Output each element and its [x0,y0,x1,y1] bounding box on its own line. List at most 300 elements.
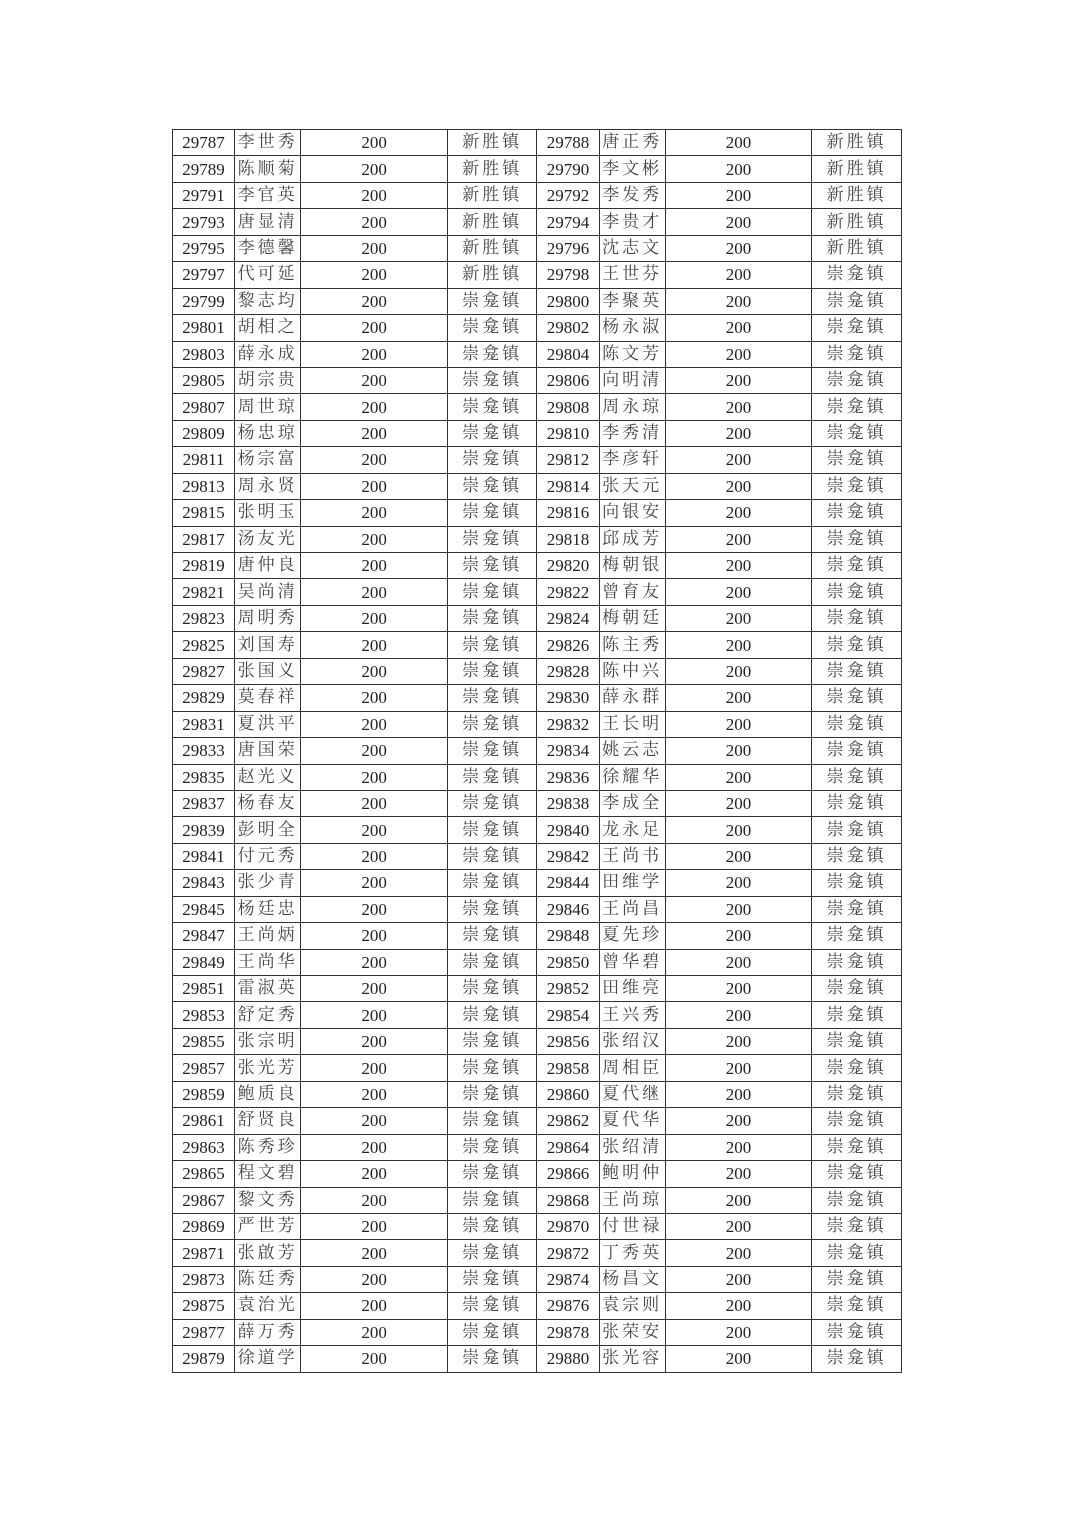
left-town-name-cell: 崇龛镇 [447,1161,537,1187]
left-recipient-name-cell: 刘国寿 [235,632,301,658]
right-amount-cell: 200 [665,156,812,182]
left-amount-cell: 200 [301,896,448,922]
left-recipient-name-cell: 王尚炳 [235,923,301,949]
left-recipient-name-cell: 李德馨 [235,235,301,261]
right-town-name-cell: 崇龛镇 [812,288,902,314]
right-record-number-cell: 29878 [537,1319,599,1345]
right-recipient-name-cell: 夏先珍 [599,923,665,949]
right-record-number-cell: 29844 [537,870,599,896]
left-town-name-cell: 新胜镇 [447,156,537,182]
left-record-number-cell: 29867 [173,1187,235,1213]
right-record-number-cell: 29864 [537,1134,599,1160]
right-recipient-name-cell: 徐耀华 [599,764,665,790]
left-amount-cell: 200 [301,526,448,552]
right-recipient-name-cell: 沈志文 [599,235,665,261]
left-recipient-name-cell: 杨廷忠 [235,896,301,922]
right-recipient-name-cell: 李成全 [599,790,665,816]
left-amount-cell: 200 [301,1240,448,1266]
roster-table [172,129,902,1373]
left-town-name-cell: 崇龛镇 [447,1108,537,1134]
left-amount-cell: 200 [301,1346,448,1372]
right-record-number-cell: 29852 [537,976,599,1002]
right-amount-cell: 200 [665,553,812,579]
right-town-name-cell: 新胜镇 [812,182,902,208]
left-amount-cell: 200 [301,1266,448,1292]
right-amount-cell: 200 [665,130,812,156]
right-record-number-cell: 29788 [537,130,599,156]
table-row [173,790,902,816]
left-amount-cell: 200 [301,632,448,658]
left-amount-cell: 200 [301,209,448,235]
right-town-name-cell: 崇龛镇 [812,367,902,393]
left-recipient-name-cell: 雷淑英 [235,976,301,1002]
right-record-number-cell: 29796 [537,235,599,261]
left-record-number-cell: 29877 [173,1319,235,1345]
left-record-number-cell: 29813 [173,473,235,499]
right-amount-cell: 200 [665,764,812,790]
left-recipient-name-cell: 陈秀珍 [235,1134,301,1160]
right-town-name-cell: 崇龛镇 [812,817,902,843]
right-amount-cell: 200 [665,1240,812,1266]
right-amount-cell: 200 [665,1055,812,1081]
right-recipient-name-cell: 李发秀 [599,182,665,208]
right-amount-cell: 200 [665,288,812,314]
right-record-number-cell: 29798 [537,262,599,288]
right-recipient-name-cell: 袁宗则 [599,1293,665,1319]
right-town-name-cell: 新胜镇 [812,235,902,261]
left-town-name-cell: 崇龛镇 [447,500,537,526]
left-amount-cell: 200 [301,923,448,949]
left-town-name-cell: 崇龛镇 [447,605,537,631]
right-recipient-name-cell: 邱成芳 [599,526,665,552]
right-recipient-name-cell: 王尚琼 [599,1187,665,1213]
right-town-name-cell: 崇龛镇 [812,447,902,473]
left-town-name-cell: 新胜镇 [447,262,537,288]
right-record-number-cell: 29814 [537,473,599,499]
right-town-name-cell: 崇龛镇 [812,896,902,922]
right-town-name-cell: 新胜镇 [812,209,902,235]
left-record-number-cell: 29795 [173,235,235,261]
right-town-name-cell: 新胜镇 [812,156,902,182]
left-record-number-cell: 29797 [173,262,235,288]
left-recipient-name-cell: 夏洪平 [235,711,301,737]
left-town-name-cell: 崇龛镇 [447,1187,537,1213]
right-town-name-cell: 崇龛镇 [812,1187,902,1213]
left-recipient-name-cell: 吴尚清 [235,579,301,605]
left-amount-cell: 200 [301,1134,448,1160]
right-record-number-cell: 29810 [537,420,599,446]
table-row [173,209,902,235]
right-town-name-cell: 崇龛镇 [812,315,902,341]
table-row [173,1161,902,1187]
left-town-name-cell: 崇龛镇 [447,394,537,420]
right-record-number-cell: 29876 [537,1293,599,1319]
left-record-number-cell: 29811 [173,447,235,473]
table-row [173,1346,902,1372]
left-town-name-cell: 崇龛镇 [447,1213,537,1239]
right-recipient-name-cell: 龙永足 [599,817,665,843]
left-recipient-name-cell: 汤友光 [235,526,301,552]
left-record-number-cell: 29803 [173,341,235,367]
right-record-number-cell: 29802 [537,315,599,341]
left-amount-cell: 200 [301,711,448,737]
left-town-name-cell: 崇龛镇 [447,685,537,711]
right-record-number-cell: 29834 [537,738,599,764]
table-row [173,1134,902,1160]
right-town-name-cell: 崇龛镇 [812,1266,902,1292]
left-record-number-cell: 29819 [173,553,235,579]
right-amount-cell: 200 [665,843,812,869]
left-record-number-cell: 29793 [173,209,235,235]
left-amount-cell: 200 [301,341,448,367]
right-amount-cell: 200 [665,500,812,526]
right-record-number-cell: 29838 [537,790,599,816]
right-town-name-cell: 崇龛镇 [812,500,902,526]
left-record-number-cell: 29789 [173,156,235,182]
left-town-name-cell: 新胜镇 [447,235,537,261]
left-recipient-name-cell: 付元秀 [235,843,301,869]
right-recipient-name-cell: 张荣安 [599,1319,665,1345]
left-town-name-cell: 崇龛镇 [447,1346,537,1372]
left-recipient-name-cell: 严世芳 [235,1213,301,1239]
table-row [173,605,902,631]
table-row [173,896,902,922]
table-row [173,949,902,975]
left-record-number-cell: 29791 [173,182,235,208]
right-amount-cell: 200 [665,817,812,843]
left-record-number-cell: 29823 [173,605,235,631]
table-row [173,1028,902,1054]
right-town-name-cell: 崇龛镇 [812,473,902,499]
left-record-number-cell: 29835 [173,764,235,790]
right-record-number-cell: 29828 [537,658,599,684]
left-amount-cell: 200 [301,367,448,393]
table-row [173,1266,902,1292]
right-amount-cell: 200 [665,182,812,208]
right-amount-cell: 200 [665,949,812,975]
left-record-number-cell: 29845 [173,896,235,922]
left-record-number-cell: 29815 [173,500,235,526]
left-record-number-cell: 29787 [173,130,235,156]
right-recipient-name-cell: 王尚昌 [599,896,665,922]
left-recipient-name-cell: 周永贤 [235,473,301,499]
right-town-name-cell: 崇龛镇 [812,1134,902,1160]
right-town-name-cell: 崇龛镇 [812,949,902,975]
right-amount-cell: 200 [665,1213,812,1239]
right-recipient-name-cell: 陈中兴 [599,658,665,684]
right-town-name-cell: 崇龛镇 [812,341,902,367]
right-town-name-cell: 崇龛镇 [812,976,902,1002]
table-row [173,685,902,711]
right-town-name-cell: 崇龛镇 [812,923,902,949]
left-town-name-cell: 崇龛镇 [447,315,537,341]
left-recipient-name-cell: 张少青 [235,870,301,896]
left-recipient-name-cell: 张宗明 [235,1028,301,1054]
left-record-number-cell: 29843 [173,870,235,896]
left-amount-cell: 200 [301,262,448,288]
right-record-number-cell: 29840 [537,817,599,843]
right-record-number-cell: 29866 [537,1161,599,1187]
right-amount-cell: 200 [665,790,812,816]
left-amount-cell: 200 [301,605,448,631]
table-row [173,738,902,764]
right-town-name-cell: 崇龛镇 [812,1161,902,1187]
right-recipient-name-cell: 梅朝银 [599,553,665,579]
left-amount-cell: 200 [301,288,448,314]
table-row [173,1293,902,1319]
left-recipient-name-cell: 薛万秀 [235,1319,301,1345]
right-amount-cell: 200 [665,738,812,764]
left-amount-cell: 200 [301,1055,448,1081]
left-record-number-cell: 29879 [173,1346,235,1372]
right-amount-cell: 200 [665,473,812,499]
left-record-number-cell: 29821 [173,579,235,605]
left-town-name-cell: 崇龛镇 [447,976,537,1002]
left-amount-cell: 200 [301,790,448,816]
left-town-name-cell: 崇龛镇 [447,1240,537,1266]
left-town-name-cell: 崇龛镇 [447,579,537,605]
roster-body [173,130,902,1373]
right-town-name-cell: 崇龛镇 [812,632,902,658]
right-town-name-cell: 崇龛镇 [812,1002,902,1028]
left-recipient-name-cell: 黎志均 [235,288,301,314]
left-record-number-cell: 29839 [173,817,235,843]
right-recipient-name-cell: 李贵才 [599,209,665,235]
right-amount-cell: 200 [665,685,812,711]
right-amount-cell: 200 [665,262,812,288]
left-amount-cell: 200 [301,473,448,499]
left-town-name-cell: 崇龛镇 [447,949,537,975]
right-record-number-cell: 29880 [537,1346,599,1372]
left-record-number-cell: 29865 [173,1161,235,1187]
left-amount-cell: 200 [301,447,448,473]
left-town-name-cell: 崇龛镇 [447,870,537,896]
right-recipient-name-cell: 曾华碧 [599,949,665,975]
right-record-number-cell: 29842 [537,843,599,869]
table-row [173,130,902,156]
right-town-name-cell: 崇龛镇 [812,394,902,420]
left-record-number-cell: 29873 [173,1266,235,1292]
right-town-name-cell: 崇龛镇 [812,1081,902,1107]
left-town-name-cell: 崇龛镇 [447,526,537,552]
table-row [173,711,902,737]
left-recipient-name-cell: 杨忠琼 [235,420,301,446]
left-town-name-cell: 崇龛镇 [447,288,537,314]
right-amount-cell: 200 [665,1293,812,1319]
right-amount-cell: 200 [665,632,812,658]
right-recipient-name-cell: 李彦轩 [599,447,665,473]
right-town-name-cell: 崇龛镇 [812,1213,902,1239]
right-amount-cell: 200 [665,896,812,922]
right-amount-cell: 200 [665,870,812,896]
right-amount-cell: 200 [665,658,812,684]
right-recipient-name-cell: 夏代继 [599,1081,665,1107]
right-recipient-name-cell: 王兴秀 [599,1002,665,1028]
left-town-name-cell: 崇龛镇 [447,1293,537,1319]
table-row [173,1081,902,1107]
right-recipient-name-cell: 张绍清 [599,1134,665,1160]
left-town-name-cell: 崇龛镇 [447,447,537,473]
table-row [173,553,902,579]
right-recipient-name-cell: 杨永淑 [599,315,665,341]
left-record-number-cell: 29837 [173,790,235,816]
left-recipient-name-cell: 鲍质良 [235,1081,301,1107]
left-recipient-name-cell: 薛永成 [235,341,301,367]
left-amount-cell: 200 [301,738,448,764]
right-record-number-cell: 29846 [537,896,599,922]
left-record-number-cell: 29851 [173,976,235,1002]
table-row [173,1240,902,1266]
table-row [173,1187,902,1213]
left-town-name-cell: 崇龛镇 [447,1319,537,1345]
left-record-number-cell: 29855 [173,1028,235,1054]
table-row [173,843,902,869]
left-recipient-name-cell: 唐国荣 [235,738,301,764]
table-row [173,632,902,658]
left-record-number-cell: 29875 [173,1293,235,1319]
left-town-name-cell: 崇龛镇 [447,843,537,869]
left-recipient-name-cell: 唐显清 [235,209,301,235]
right-town-name-cell: 崇龛镇 [812,526,902,552]
left-amount-cell: 200 [301,976,448,1002]
left-town-name-cell: 崇龛镇 [447,341,537,367]
left-amount-cell: 200 [301,235,448,261]
right-amount-cell: 200 [665,1081,812,1107]
right-amount-cell: 200 [665,711,812,737]
right-recipient-name-cell: 王尚书 [599,843,665,869]
left-amount-cell: 200 [301,949,448,975]
right-recipient-name-cell: 梅朝廷 [599,605,665,631]
left-recipient-name-cell: 彭明全 [235,817,301,843]
left-recipient-name-cell: 胡相之 [235,315,301,341]
right-amount-cell: 200 [665,341,812,367]
right-record-number-cell: 29830 [537,685,599,711]
left-amount-cell: 200 [301,156,448,182]
left-record-number-cell: 29817 [173,526,235,552]
left-town-name-cell: 崇龛镇 [447,473,537,499]
left-amount-cell: 200 [301,817,448,843]
right-record-number-cell: 29850 [537,949,599,975]
right-record-number-cell: 29826 [537,632,599,658]
right-town-name-cell: 崇龛镇 [812,420,902,446]
right-recipient-name-cell: 夏代华 [599,1108,665,1134]
right-recipient-name-cell: 田维亮 [599,976,665,1002]
right-record-number-cell: 29808 [537,394,599,420]
right-recipient-name-cell: 王世芬 [599,262,665,288]
left-town-name-cell: 新胜镇 [447,130,537,156]
right-recipient-name-cell: 周相臣 [599,1055,665,1081]
left-recipient-name-cell: 周明秀 [235,605,301,631]
left-record-number-cell: 29869 [173,1213,235,1239]
right-record-number-cell: 29816 [537,500,599,526]
left-record-number-cell: 29807 [173,394,235,420]
right-amount-cell: 200 [665,315,812,341]
left-amount-cell: 200 [301,553,448,579]
right-amount-cell: 200 [665,394,812,420]
left-record-number-cell: 29833 [173,738,235,764]
right-town-name-cell: 崇龛镇 [812,843,902,869]
right-amount-cell: 200 [665,923,812,949]
left-recipient-name-cell: 唐仲良 [235,553,301,579]
right-record-number-cell: 29820 [537,553,599,579]
right-recipient-name-cell: 周永琼 [599,394,665,420]
left-town-name-cell: 新胜镇 [447,209,537,235]
right-town-name-cell: 崇龛镇 [812,1108,902,1134]
right-record-number-cell: 29824 [537,605,599,631]
left-amount-cell: 200 [301,1108,448,1134]
right-recipient-name-cell: 李聚英 [599,288,665,314]
left-recipient-name-cell: 程文碧 [235,1161,301,1187]
left-amount-cell: 200 [301,394,448,420]
left-amount-cell: 200 [301,870,448,896]
right-town-name-cell: 崇龛镇 [812,711,902,737]
right-record-number-cell: 29854 [537,1002,599,1028]
right-record-number-cell: 29832 [537,711,599,737]
left-town-name-cell: 崇龛镇 [447,1055,537,1081]
left-recipient-name-cell: 徐道学 [235,1346,301,1372]
table-row [173,1055,902,1081]
left-record-number-cell: 29829 [173,685,235,711]
table-row [173,764,902,790]
left-amount-cell: 200 [301,182,448,208]
table-row [173,420,902,446]
right-recipient-name-cell: 王长明 [599,711,665,737]
left-recipient-name-cell: 李官英 [235,182,301,208]
right-record-number-cell: 29862 [537,1108,599,1134]
right-amount-cell: 200 [665,209,812,235]
left-recipient-name-cell: 袁治光 [235,1293,301,1319]
right-town-name-cell: 崇龛镇 [812,764,902,790]
table-row [173,235,902,261]
right-amount-cell: 200 [665,976,812,1002]
right-record-number-cell: 29804 [537,341,599,367]
left-amount-cell: 200 [301,1319,448,1345]
right-amount-cell: 200 [665,1266,812,1292]
left-recipient-name-cell: 王尚华 [235,949,301,975]
left-record-number-cell: 29825 [173,632,235,658]
left-town-name-cell: 崇龛镇 [447,896,537,922]
right-amount-cell: 200 [665,1187,812,1213]
left-town-name-cell: 崇龛镇 [447,738,537,764]
right-town-name-cell: 崇龛镇 [812,579,902,605]
right-recipient-name-cell: 李文彬 [599,156,665,182]
table-row [173,976,902,1002]
table-row [173,367,902,393]
right-recipient-name-cell: 张绍汉 [599,1028,665,1054]
right-town-name-cell: 崇龛镇 [812,790,902,816]
right-record-number-cell: 29860 [537,1081,599,1107]
right-town-name-cell: 新胜镇 [812,130,902,156]
right-amount-cell: 200 [665,1002,812,1028]
table-row [173,262,902,288]
left-record-number-cell: 29827 [173,658,235,684]
left-town-name-cell: 崇龛镇 [447,367,537,393]
left-amount-cell: 200 [301,1161,448,1187]
left-town-name-cell: 崇龛镇 [447,711,537,737]
left-recipient-name-cell: 舒贤良 [235,1108,301,1134]
table-row [173,288,902,314]
table-row [173,923,902,949]
left-record-number-cell: 29863 [173,1134,235,1160]
left-recipient-name-cell: 张啟芳 [235,1240,301,1266]
right-amount-cell: 200 [665,447,812,473]
left-record-number-cell: 29849 [173,949,235,975]
left-recipient-name-cell: 陈顺菊 [235,156,301,182]
right-recipient-name-cell: 向明清 [599,367,665,393]
table-row [173,579,902,605]
right-record-number-cell: 29848 [537,923,599,949]
right-recipient-name-cell: 唐正秀 [599,130,665,156]
